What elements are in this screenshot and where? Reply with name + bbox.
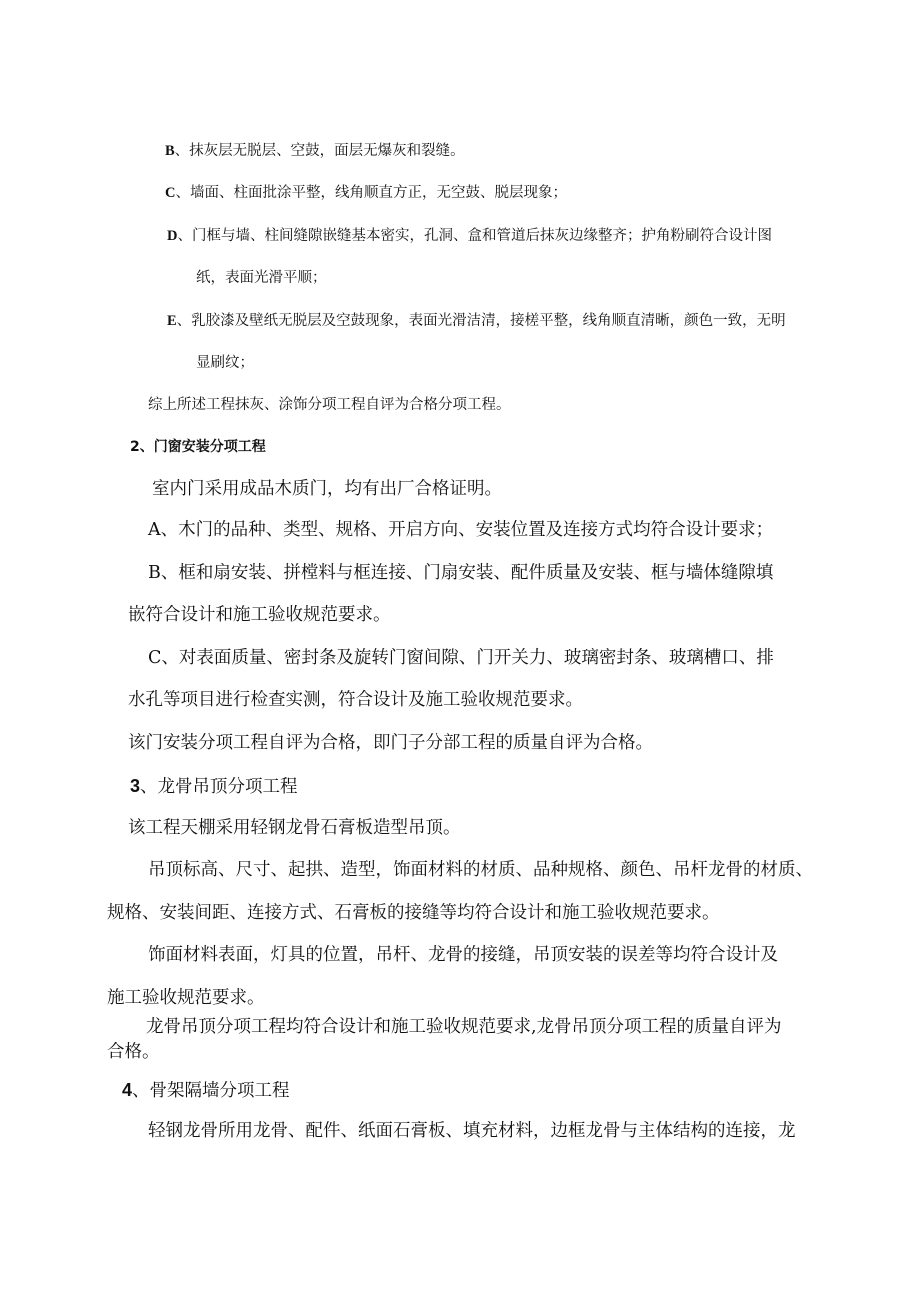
item-b — [165, 144, 465, 159]
section4-heading-number: 4 — [122, 1080, 133, 1100]
item-e — [167, 314, 786, 329]
section2-item-b-line1: B、框和扇安装、拼樘料与框连接、门扇安装、配件质量及安装、框与墙体缝隙填 — [148, 563, 774, 583]
item-e-text-line1: 、乳胶漆及壁纸无脱层及空鼓现象，表面光滑洁清，接槎平整，线角顺直清晰，颜色一致，无明 — [176, 313, 786, 329]
section2-item-c-line1: C、对表面质量、密封条及旋转门窗间隙、门开关力、玻璃密封条、玻璃槽口、排 — [148, 648, 774, 668]
section3-para1-line2: 规格、安装间距、连接方式、石膏板的接缝等均符合设计和施工验收规范要求。 — [107, 903, 720, 923]
section3-summary-line2: 合格。 — [107, 1042, 160, 1062]
section2-intro: 室内门采用成品木质门，均有出厂合格证明。 — [152, 479, 502, 499]
section2-summary: 该门安装分项工程自评为合格，即门子分部工程的质量自评为合格。 — [128, 733, 653, 753]
item-d-marker: D — [167, 228, 178, 244]
section2-item-b-line2: 嵌符合设计和施工验收规范要求。 — [128, 605, 391, 625]
item-c — [165, 186, 567, 201]
section3-heading-text: 、龙骨吊顶分项工程 — [140, 777, 298, 797]
section3-para2-line2: 施工验收规范要求。 — [107, 988, 265, 1008]
item-d-text-line1: 、门框与墙、柱间缝隙嵌缝基本密实，孔洞、盒和管道后抹灰边缘整齐；护角粉刷符合设计图 — [177, 228, 772, 244]
item-e-marker: E — [167, 313, 177, 329]
section3-heading-number: 3 — [130, 776, 141, 796]
section4-para1-line1: 轻钢龙骨所用龙骨、配件、纸面石膏板、填充材料，边框龙骨与主体结构的连接，龙 — [148, 1121, 796, 1141]
item-c-marker: C — [165, 185, 176, 201]
item-d — [167, 229, 772, 244]
section3-para2-line1: 饰面材料表面，灯具的位置，吊杆、龙骨的接缝，吊顶安装的误差等均符合设计及 — [148, 945, 778, 965]
section2-item-a: A、木门的品种、类型、规格、开启方向、安装位置及连接方式均符合设计要求； — [148, 520, 774, 540]
section2-heading: 2、门窗安装分项工程 — [130, 439, 266, 455]
item-e-continuation: 显刷纹； — [196, 355, 254, 371]
item-c-text: 、墙面、柱面批涂平整，线角顺直方正，无空鼓、脱层现象； — [175, 185, 567, 201]
section3-summary-line1: 龙骨吊顶分项工程均符合设计和施工验收规范要求,龙骨吊顶分项工程的质量自评为 — [146, 1017, 782, 1037]
section4-heading-text: 、骨架隔墙分项工程 — [132, 1081, 290, 1101]
section2-item-c-line2: 水孔等项目进行检查实测，符合设计及施工验收规范要求。 — [128, 690, 583, 710]
section1-summary: 综上所述工程抹灰、涂饰分项工程自评为合格分项工程。 — [148, 397, 511, 413]
item-b-text: 、抹灰层无脱层、空鼓，面层无爆灰和裂缝。 — [174, 143, 465, 159]
section3-heading — [130, 777, 298, 797]
section3-intro: 该工程天棚采用轻钢龙骨石膏板造型吊顶。 — [128, 818, 461, 838]
item-b-marker: B — [165, 143, 175, 159]
section4-heading — [122, 1081, 290, 1101]
item-d-continuation: 纸，表面光滑平顺； — [196, 270, 327, 286]
section3-para1-line1: 吊顶标高、尺寸、起拱、造型，饰面材料的材质、品种规格、颜色、吊杆龙骨的材质、 — [148, 860, 813, 880]
